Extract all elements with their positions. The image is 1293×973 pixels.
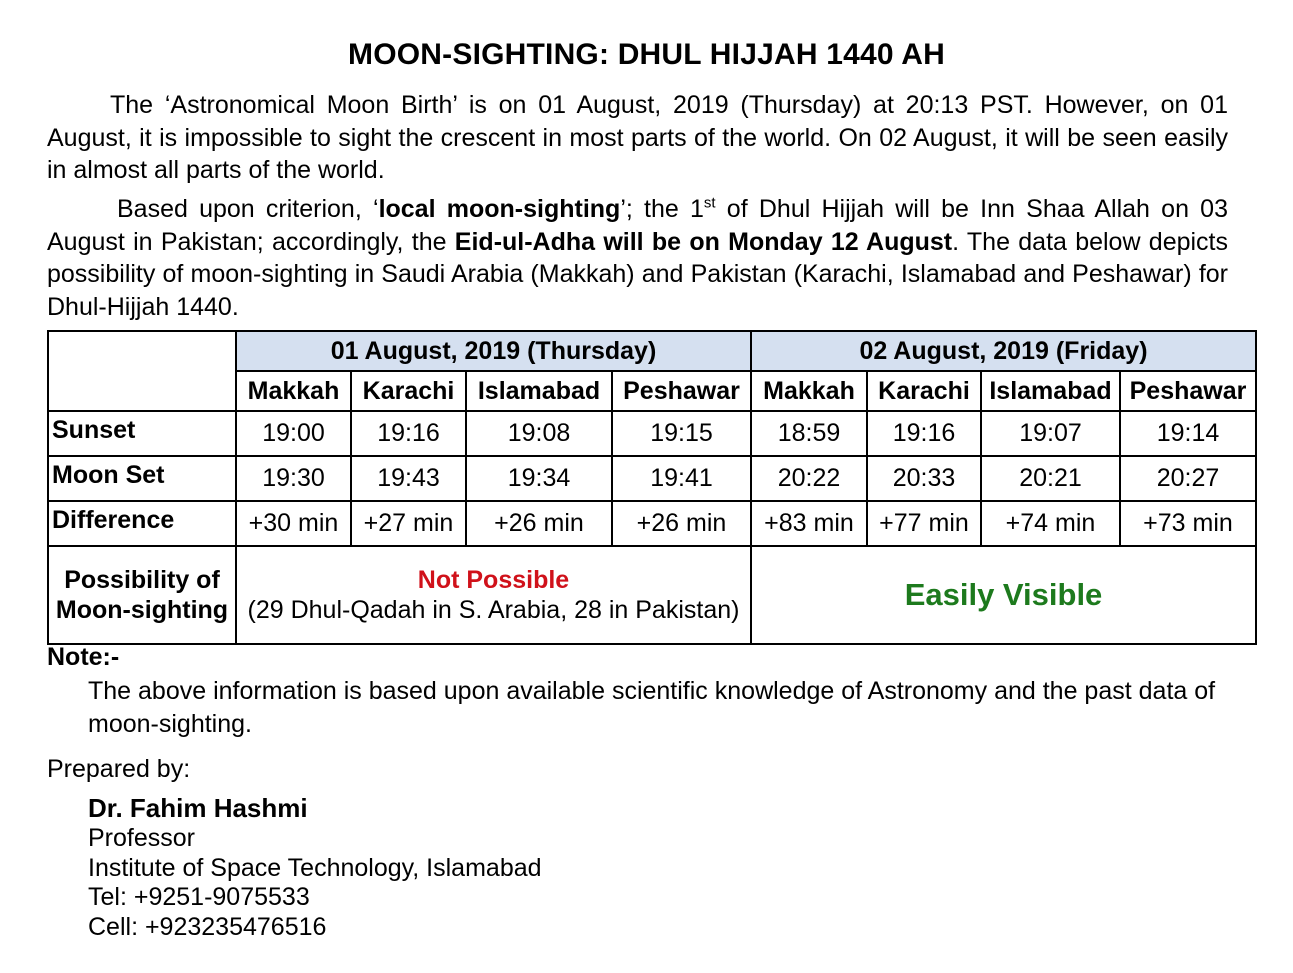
note-heading: Note:- xyxy=(47,643,120,671)
city-header: Karachi xyxy=(867,371,981,411)
ordinal-suffix: st xyxy=(703,194,716,212)
table-cell: +83 min xyxy=(751,501,867,546)
table-cell: 19:15 xyxy=(612,411,751,456)
table-cell: 19:14 xyxy=(1120,411,1256,456)
criterion-paragraph xyxy=(47,193,1228,323)
table-corner-cell xyxy=(48,331,236,411)
moon-sighting-table xyxy=(47,330,1257,645)
criterion-text-c: ’; the 1 xyxy=(620,195,704,223)
table-cell: 19:00 xyxy=(236,411,351,456)
table-cell: +30 min xyxy=(236,501,351,546)
table-row-moonset xyxy=(48,456,1256,501)
table-cell: 19:34 xyxy=(466,456,612,501)
city-header: Peshawar xyxy=(612,371,751,411)
city-header: Karachi xyxy=(351,371,466,411)
table-cell: +26 min xyxy=(612,501,751,546)
date-header-2: 02 August, 2019 (Friday) xyxy=(751,331,1256,371)
table-cell: +27 min xyxy=(351,501,466,546)
eid-date: Eid-ul-Adha will be on Monday 12 August xyxy=(454,227,953,256)
criterion-bold: local moon-sighting xyxy=(378,195,621,223)
city-header: Islamabad xyxy=(466,371,612,411)
possibility-label-line-2: Moon-sighting xyxy=(55,596,229,624)
day1-status: Not Possible xyxy=(417,566,570,594)
table-row-difference xyxy=(48,501,1256,546)
table-cell: 19:41 xyxy=(612,456,751,501)
intro-text: The ‘Astronomical Moon Birth’ is on 01 August, 2019 (Thursday) at 20:13 PST. However, on 01 August, it is impossible to sight the crescent in most parts of the world. On 02 August, it will be seen easily in almost all parts of the world. xyxy=(47,91,1228,184)
row-label: Difference xyxy=(48,501,236,546)
day1-possibility-cell xyxy=(236,546,751,644)
possibility-label xyxy=(48,546,236,644)
criterion-text-f: . The data below depicts possibility of moon-sighting in Saudi Arabia (Makkah) and Pakistan (Karachi, Islamabad and Peshawar) for Dhul-Hijjah 1440. xyxy=(47,227,1229,321)
author-institute: Institute of Space Technology, Islamabad xyxy=(88,853,542,882)
table-cell: +77 min xyxy=(867,501,981,546)
row-label: Moon Set xyxy=(48,456,236,501)
table-cell: 19:30 xyxy=(236,456,351,501)
table-date-header-row xyxy=(48,331,1256,371)
table-cell: +26 min xyxy=(466,501,612,546)
date-header-1: 01 August, 2019 (Thursday) xyxy=(236,331,751,371)
table-cell: 20:22 xyxy=(751,456,867,501)
table-cell: +73 min xyxy=(1120,501,1256,546)
table-cell: 19:43 xyxy=(351,456,466,501)
row-label: Sunset xyxy=(48,411,236,456)
table-cell: 20:33 xyxy=(867,456,981,501)
table-row-sunset xyxy=(48,411,1256,456)
author-name: Dr. Fahim Hashmi xyxy=(88,793,308,823)
note-text: The above information is based upon available scientific knowledge of Astronomy and the past data of moon-sighting. xyxy=(88,677,1216,738)
city-header: Makkah xyxy=(751,371,867,411)
table-cell: 19:07 xyxy=(981,411,1120,456)
table-row-possibility xyxy=(48,546,1256,644)
table-cell: 19:08 xyxy=(466,411,612,456)
table-cell: 20:21 xyxy=(981,456,1120,501)
intro-paragraph xyxy=(47,89,1228,187)
author-position: Professor xyxy=(88,824,195,852)
possibility-label-line-1: Possibility of xyxy=(64,566,220,594)
city-header: Islamabad xyxy=(981,371,1120,411)
criterion-text-a: Based upon criterion, ‘ xyxy=(117,195,379,223)
table-cell: 19:16 xyxy=(867,411,981,456)
table-cell: +74 min xyxy=(981,501,1120,546)
day2-possibility-cell xyxy=(751,546,1256,644)
table-cell: 19:16 xyxy=(351,411,466,456)
city-header: Makkah xyxy=(236,371,351,411)
author-tel: Tel: +9251-9075533 xyxy=(88,883,310,911)
page-title: MOON-SIGHTING: DHUL HIJJAH 1440 AH xyxy=(348,38,945,71)
day1-note: (29 Dhul-Qadah in S. Arabia, 28 in Pakistan) xyxy=(247,596,740,624)
criterion-text-d: of Dhul Hijjah will be Inn Shaa Allah on 03 August in Pakistan; accordingly, the xyxy=(47,195,1228,256)
table-cell: 20:27 xyxy=(1120,456,1256,501)
day2-status: Easily Visible xyxy=(904,577,1103,612)
author-cell: Cell: +923235476516 xyxy=(88,912,327,941)
table-cell: 18:59 xyxy=(751,411,867,456)
prepared-by-label: Prepared by: xyxy=(47,755,191,783)
city-header: Peshawar xyxy=(1120,371,1256,411)
signature-block xyxy=(88,792,542,942)
